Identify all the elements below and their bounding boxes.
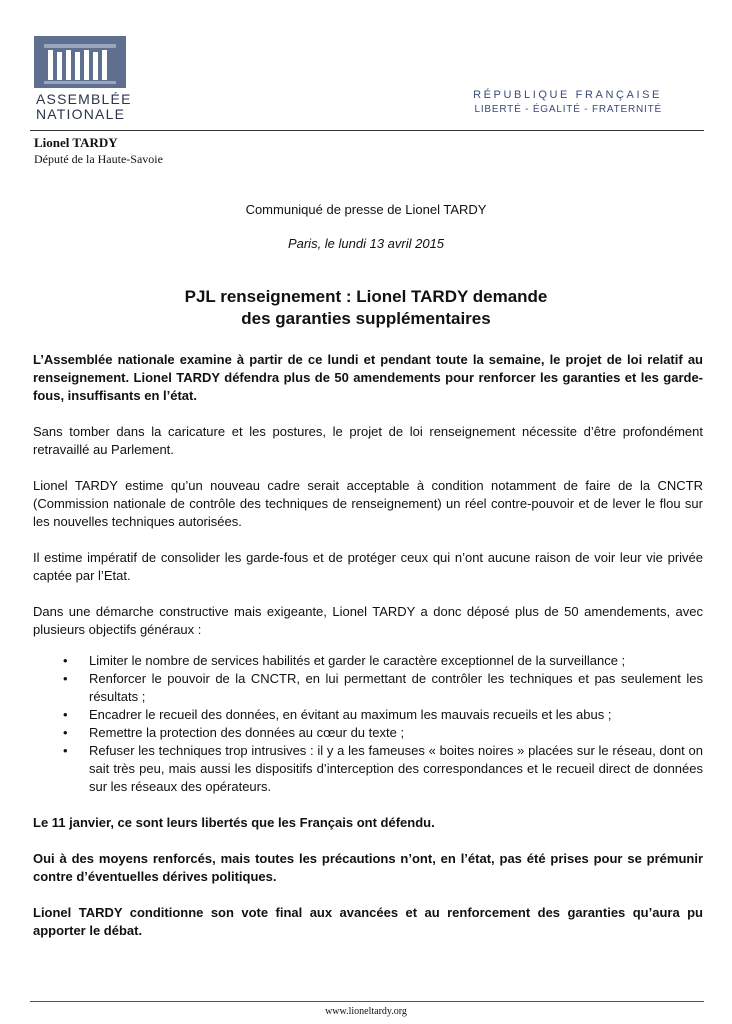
- paragraph-2: Lionel TARDY estime qu’un nouveau cadre serait acceptable à condition notamment de faire de la CNCTR (Commission nationale de contrôle des techniques de renseignement) un réel contre-pouvoir et de lever le flou sur les nouvelles techniques autorisées.: [33, 478, 703, 529]
- dateline: Paris, le lundi 13 avril 2015: [287, 236, 445, 251]
- paragraph-1: Sans tomber dans la caricature et les postures, le projet de loi renseignement nécessite d’être profondément retravaillé au Parlement.: [33, 424, 703, 457]
- list-item-text: Remettre la protection des données au cœur du texte ;: [89, 725, 405, 740]
- title-line-1: PJL renseignement : Lionel TARDY demande: [184, 287, 548, 306]
- list-item-text: Encadrer le recueil des données, en évitant au maximum les mauvais recueils et les abus ;: [89, 707, 612, 722]
- list-item: [63, 742, 703, 796]
- bullet-icon: •: [63, 725, 68, 740]
- bullet-icon: •: [63, 671, 68, 686]
- communique-heading: Communiqué de presse de Lionel TARDY: [245, 202, 487, 217]
- national-motto: LIBERTÉ - ÉGALITÉ - FRATERNITÉ: [474, 104, 662, 115]
- footer-divider: [30, 1001, 704, 1002]
- republique-block: [473, 88, 662, 117]
- paragraph-4: Dans une démarche constructive mais exigeante, Lionel TARDY a donc déposé plus de 50 amendements, avec plusieurs objectifs généraux :: [33, 604, 703, 637]
- paragraph-3: Il estime impératif de consolider les garde-fous et de protéger ceux qui n’ont aucune raison de voir leur vie privée captée par l’Etat.: [33, 550, 703, 583]
- hemicycle-columns-icon: [34, 36, 126, 88]
- logo-text-assemblee: ASSEMBLÉE: [36, 91, 132, 107]
- list-item-text: Limiter le nombre de services habilités et garder le caractère exceptionnel de la surveillance ;: [89, 653, 626, 668]
- website-link[interactable]: www.lioneltardy.org: [325, 1006, 407, 1017]
- logo-text-nationale: NATIONALE: [36, 106, 126, 122]
- republique-francaise: RÉPUBLIQUE FRANÇAISE: [473, 89, 662, 101]
- bullet-icon: •: [63, 707, 68, 722]
- press-release-body: [33, 351, 703, 958]
- title-line-2: des garanties supplémentaires: [241, 309, 491, 328]
- list-item: [63, 670, 703, 706]
- bullet-icon: •: [63, 653, 68, 668]
- list-item: [63, 706, 703, 724]
- deputy-role: Député de la Haute-Savoie: [34, 152, 163, 166]
- deputy-block: [34, 135, 163, 167]
- press-release-title: [80, 286, 652, 330]
- objectives-list: [33, 652, 703, 796]
- conclusion-3: Lionel TARDY conditionne son vote final aux avancées et au renforcement des garanties qu’aura pu apporter le débat.: [33, 905, 703, 938]
- conclusion-2: Oui à des moyens renforcés, mais toutes les précautions n’ont, en l’état, pas été prises pour se prémunir contre d’éventuelles dérives politiques.: [33, 851, 703, 884]
- assemblee-nationale-logo: [34, 36, 132, 122]
- list-item-text: Renforcer le pouvoir de la CNCTR, en lui permettant de contrôler les techniques et pas seulement les résultats ;: [89, 671, 703, 704]
- list-item: [63, 724, 703, 742]
- conclusion-1: Le 11 janvier, ce sont leurs libertés que les Français ont défendu.: [33, 815, 435, 830]
- header-divider: [30, 130, 704, 131]
- bullet-icon: •: [63, 743, 68, 758]
- list-item: [63, 652, 703, 670]
- deputy-name: Lionel TARDY: [34, 135, 118, 150]
- list-item-text: Refuser les techniques trop intrusives : il y a les fameuses « boites noires » placées sur le réseau, dont on sait très peu, mais aussi les dispositifs d’interception des correspondances et le recueil direct de données sur les réseaux des opérateurs.: [89, 743, 703, 794]
- intro-paragraph: L’Assemblée nationale examine à partir de ce lundi et pendant toute la semaine, le projet de loi relatif au renseignement. Lionel TARDY défendra plus de 50 amendements pour renforcer les garanties et les garde-fous, insuffisants en l’état.: [33, 352, 703, 403]
